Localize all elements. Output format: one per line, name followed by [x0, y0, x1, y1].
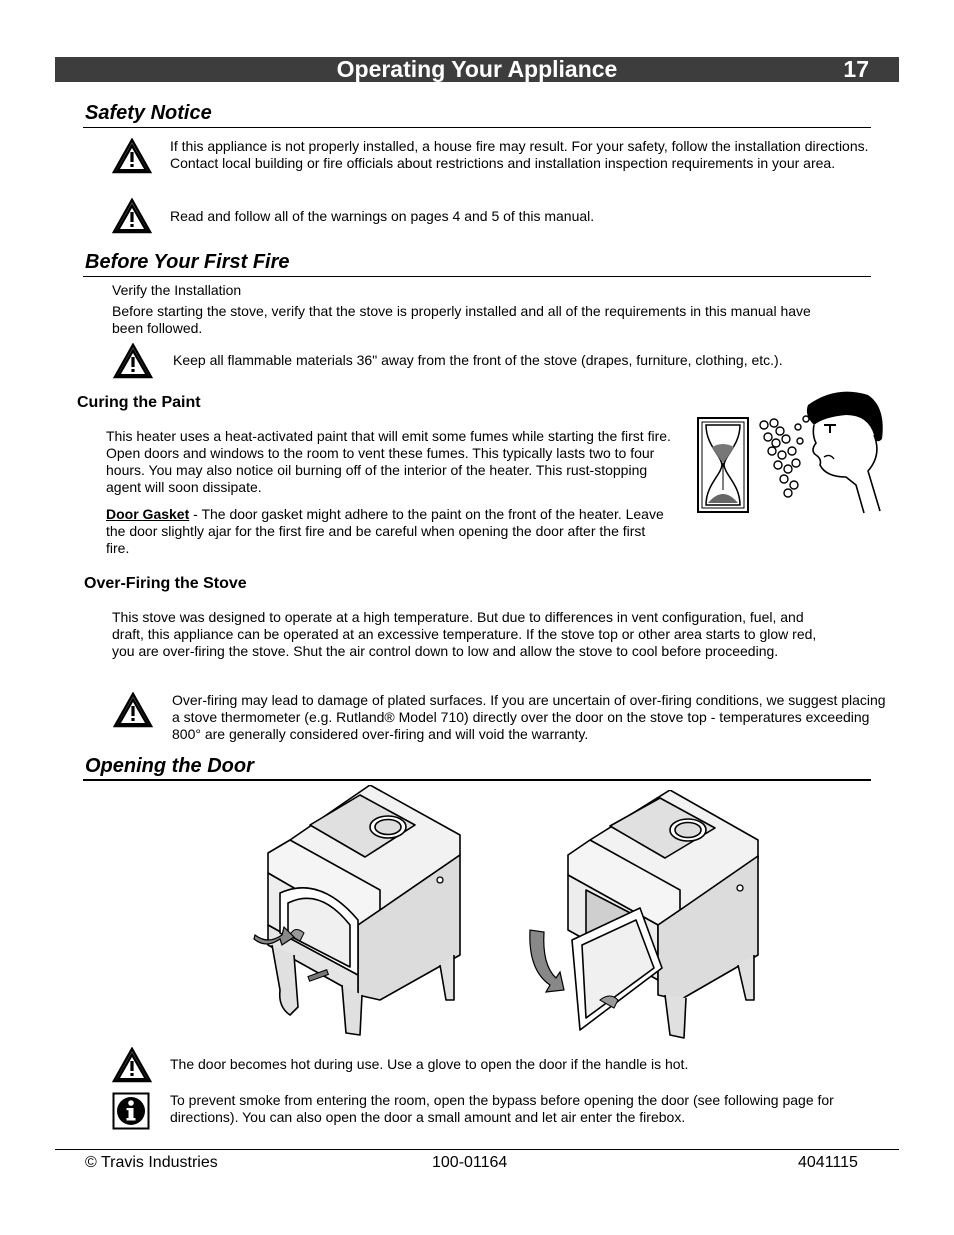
safety-warning-text-1: If this appliance is not properly installed, a house fire may result. For your safety, follow the installation directions. Contact local building or fire officials about restrictions and installation inspection requirements in your area. [170, 138, 869, 171]
door-hot-warning-text: The door becomes hot during use. Use a glove to open the door if the handle is hot. [170, 1056, 689, 1072]
door-gasket-label: Door Gasket [106, 506, 190, 522]
divider [83, 127, 871, 128]
door-gasket-text: - The door gasket might adhere to the paint on the front of the heater. Leave the door slightly ajar for the first fire and be careful when opening the door after the first fire. [106, 506, 664, 556]
flammable-warning-text: Keep all flammable materials 36" away from the front of the stove (drapes, furniture, clothing, etc.). [173, 352, 783, 368]
info-icon [112, 1092, 150, 1130]
over-firing-heading: Over-Firing the Stove [84, 575, 247, 592]
over-firing-body: This stove was designed to operate at a high temperature. But due to differences in vent configuration, fuel, and draft, this appliance can be operated at an excessive temperature. If the stove top or other area starts to glow red, you are over-firing the stove. Shut the air control down to low and allow the stove to cool before proceeding. [112, 609, 817, 659]
divider [83, 276, 871, 277]
warning-icon [112, 138, 152, 174]
over-firing-warning-text: Over-firing may lead to damage of plated surfaces. If you are uncertain of over-firing conditions, we suggest placing a stove thermometer (e.g. Rutland® Model 710) directly over the door on the stove top - temperatures exceeding 800° are generally considered over-firing and will void the warranty. [172, 692, 886, 742]
safety-warning-text-2: Read and follow all of the warnings on pages 4 and 5 of this manual. [170, 208, 595, 224]
stove-closed-door-illustration [250, 785, 465, 1040]
opening-door-heading: Opening the Door [85, 755, 254, 777]
bypass-info-text: To prevent smoke from entering the room, open the bypass before opening the door (see following page for directions). You can also open the door a small amount and let air enter the firebox. [170, 1092, 834, 1125]
warning-icon [113, 692, 153, 728]
warning-icon [112, 198, 152, 234]
divider [83, 779, 871, 781]
page-header [55, 57, 899, 82]
face-icon [807, 392, 883, 513]
warning-icon [113, 343, 153, 379]
before-first-fire-heading: Before Your First Fire [85, 251, 290, 273]
stove-open-door-illustration [520, 790, 765, 1045]
hourglass-icon [698, 418, 748, 512]
curing-paint-body: This heater uses a heat-activated paint that will emit some fumes while starting the first fire. Open doors and windows to the room to vent these fumes. This typically lasts two to four hours. You may also notice oil burning off of the interior of the heater. This rust-stopping agent will soon dissipate. [106, 428, 671, 495]
page-number: 17 [843, 56, 869, 82]
door-gasket-paragraph [106, 506, 671, 557]
footer-copyright: © Travis Industries [85, 1154, 218, 1171]
footer-revision-code: 4041115 [798, 1154, 858, 1171]
footer-document-number: 100-01164 [432, 1154, 508, 1171]
footer-divider [55, 1149, 899, 1150]
verify-installation-subheading: Verify the Installation [112, 282, 242, 298]
verify-installation-body: Before starting the stove, verify that the stove is properly installed and all of the requirements in this manual have been followed. [112, 303, 811, 336]
page-title: Operating Your Appliance [336, 56, 618, 82]
fumes-illustration [696, 385, 888, 520]
curing-paint-heading: Curing the Paint [77, 394, 201, 411]
fumes-icon [760, 416, 809, 497]
safety-notice-heading: Safety Notice [85, 102, 212, 124]
warning-icon [112, 1047, 152, 1083]
